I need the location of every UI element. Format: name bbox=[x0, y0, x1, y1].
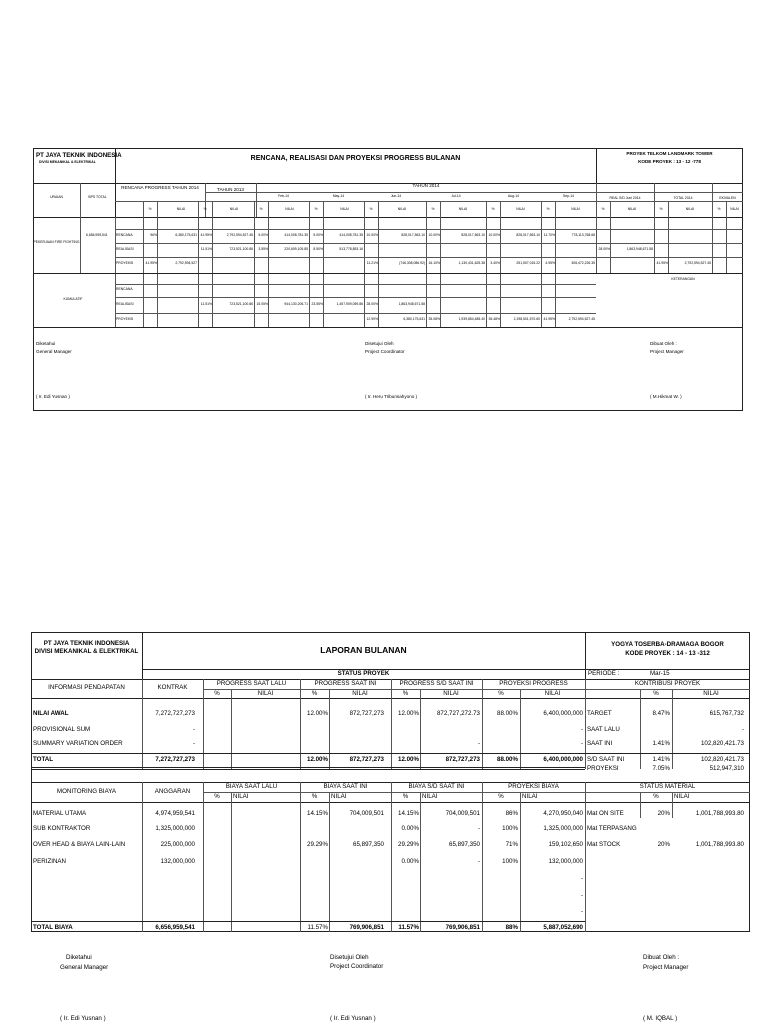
cell: 828,017,563.10 bbox=[516, 233, 540, 237]
disetujui-label: Disetujui Oleh bbox=[330, 954, 369, 961]
signature-pc: ( Ir. Heru Tribunsahyono ) bbox=[365, 394, 418, 399]
cell: 615,767,732 bbox=[709, 710, 744, 717]
project-coordinator-label: Project Coordinator bbox=[330, 963, 384, 970]
cell: 5.00% bbox=[313, 233, 323, 237]
cell: 100% bbox=[502, 825, 518, 832]
cell: 1,863,948,671.58 bbox=[626, 247, 653, 251]
cell: 65,897,350 bbox=[449, 841, 480, 848]
periode-label: PERIODE : bbox=[588, 670, 620, 677]
cell: 12.00% bbox=[307, 756, 328, 763]
material-label: Mat STOCK bbox=[587, 841, 621, 848]
kontribusi-label: PROYEKSI bbox=[587, 765, 619, 772]
project-name: PROYEK TELKOM LANDMARK TOWER bbox=[626, 151, 713, 156]
informasi-pendapatan-header: INFORMASI PENDAPATAN bbox=[48, 684, 125, 691]
cell: 10.00% bbox=[366, 233, 378, 237]
cell: 10.00% bbox=[428, 233, 440, 237]
nilai-header: NILAI bbox=[229, 207, 239, 211]
biaya-sd-header: BIAYA S/D SAAT INI bbox=[408, 783, 465, 790]
cell: 20% bbox=[657, 810, 670, 817]
pct-header: % bbox=[214, 793, 220, 800]
col-bps-total: BPS TOTAL bbox=[88, 195, 107, 199]
cell: 1,001,788,993.80 bbox=[695, 841, 744, 848]
cell: 6,400,000,000 bbox=[543, 710, 583, 717]
pct-header: % bbox=[659, 207, 663, 211]
cell: 16.10% bbox=[428, 261, 440, 265]
cell: 4.95% bbox=[545, 261, 555, 265]
cell: 5.00% bbox=[258, 233, 268, 237]
biaya-saat-ini-header: BIAYA SAAT INI bbox=[323, 783, 368, 790]
item-name: PEKERJAAN FIRE FIGHTING bbox=[33, 240, 80, 244]
cell: (746,308,086.92) bbox=[399, 261, 425, 265]
cell: 11.70% bbox=[543, 233, 555, 237]
progress-saat-ini-header: PROGRESS SAAT INI bbox=[314, 680, 377, 687]
progress-saat-lalu-header: PROGRESS SAAT LALU bbox=[216, 680, 287, 687]
pct-header: % bbox=[717, 207, 721, 211]
cell: - bbox=[580, 726, 583, 733]
col-uraian: URAIAN bbox=[50, 195, 63, 199]
diketahui-label: Diketahui bbox=[36, 341, 56, 346]
proyeksi-progress-header: PROYEKSI PROGRESS bbox=[499, 680, 568, 687]
pct-header: % bbox=[653, 690, 659, 697]
month-5: Aug-14 bbox=[508, 194, 519, 198]
cell: 414,008,781.35 bbox=[339, 233, 363, 237]
cell: 6,380,175,631 bbox=[175, 233, 197, 237]
cell: 512,947,310 bbox=[709, 765, 744, 772]
kontribusi-label: SAAT LALU bbox=[587, 726, 620, 733]
cell: 2,792,594,527.45 bbox=[684, 261, 711, 265]
cell: 102,820,421.73 bbox=[700, 756, 744, 763]
cell: - bbox=[192, 726, 195, 733]
income-row-label: PROVISIONAL SUM bbox=[33, 726, 91, 733]
material-label: Mat TERPASANG bbox=[587, 825, 637, 832]
dibuat-label: Dibuat Oleh : bbox=[650, 341, 677, 346]
nilai-header: NILAI bbox=[340, 207, 349, 211]
nilai-header: NILAI bbox=[516, 207, 525, 211]
col-tahun-2014: TAHUN 2014 bbox=[412, 183, 440, 188]
cell: 1.41% bbox=[652, 756, 670, 763]
cell: 12.00% bbox=[398, 756, 419, 763]
cell: 828,017,563.10 bbox=[461, 233, 485, 237]
cell: 11.21% bbox=[366, 261, 378, 265]
cell: 10.00% bbox=[488, 233, 500, 237]
cost-row-label: OVER HEAD & BIAYA LAIN-LAIN bbox=[33, 841, 126, 848]
item-total: 6,656,959,541 bbox=[86, 233, 108, 237]
cell: 100% bbox=[502, 858, 518, 865]
cell: 132,000,000 bbox=[548, 858, 583, 865]
cell: 29.29% bbox=[307, 841, 328, 848]
signature-pm: ( M.Hikmat W. ) bbox=[650, 394, 682, 399]
pct-header: % bbox=[311, 793, 318, 800]
nilai-header: NILAI bbox=[397, 207, 407, 211]
cell: 7.05% bbox=[652, 765, 670, 772]
cell: 872,727,272.73 bbox=[436, 710, 480, 717]
cell: 14.15% bbox=[307, 810, 328, 817]
cost-row-label: PERIZINAN bbox=[33, 858, 67, 865]
keterangan-label: KETERANGAN bbox=[671, 277, 695, 281]
cell: 2,198,501,570.60 bbox=[513, 317, 540, 321]
cell: 769,906,851 bbox=[349, 924, 384, 931]
income-row-label: NILAI AWAL bbox=[33, 710, 69, 717]
anggaran-header: ANGGARAN bbox=[154, 788, 191, 795]
cell: 159,102,650 bbox=[548, 841, 583, 848]
cell: 35.48% bbox=[488, 317, 500, 321]
cell: 20% bbox=[657, 841, 670, 848]
signature-pc: ( Ir. Edi Yusnan ) bbox=[330, 1015, 376, 1022]
cell: 704,009,501 bbox=[349, 810, 384, 817]
kontribusi-label: TARGET bbox=[587, 710, 612, 717]
cell: 0.00% bbox=[401, 858, 419, 865]
kontribusi-label: SAAT INI bbox=[587, 740, 613, 747]
pct-header: % bbox=[431, 207, 435, 211]
pct-header: % bbox=[148, 207, 152, 211]
cell: 1,001,788,993.80 bbox=[695, 810, 744, 817]
general-manager-label: General Manager bbox=[60, 964, 109, 971]
pct-header: % bbox=[498, 690, 504, 697]
cell: 35.08% bbox=[428, 317, 440, 321]
income-row-label: TOTAL bbox=[33, 756, 54, 763]
cell: 1,939,854,485.40 bbox=[458, 317, 485, 321]
cell: 7,272,727,273 bbox=[155, 710, 195, 717]
month-6: Sep-14 bbox=[563, 194, 574, 198]
col-total-2014: TOTAL 2014 bbox=[673, 196, 693, 200]
cell: 8.50% bbox=[313, 247, 323, 251]
cell: 6,380,175,631 bbox=[403, 317, 425, 321]
cell: 1,325,000,000 bbox=[543, 825, 583, 832]
row-label-proyeksi: PROYEKSI bbox=[116, 317, 134, 321]
pct-header: % bbox=[402, 690, 409, 697]
kontrak-header: KONTRAK bbox=[157, 684, 188, 691]
company-name: PT JAYA TEKNIK INDONESIA bbox=[36, 152, 122, 159]
cell: 41.95% bbox=[200, 233, 212, 237]
report-title: RENCANA, REALISASI DAN PROYEKSI PROGRESS BULANAN bbox=[250, 155, 461, 162]
company-name: PT JAYA TEKNIK INDONESIA DIVISI MEKANIKAL & ELEKTRIKAL bbox=[34, 640, 139, 656]
project-code: KODE PROYEK : 14 - 13 -312 bbox=[625, 650, 710, 657]
cell: 14.15% bbox=[398, 810, 419, 817]
signature-gm: ( Ir. Edi Yusnan ) bbox=[36, 394, 70, 399]
project-manager-label: Project Manager bbox=[650, 349, 684, 354]
kontribusi-label: S/D SAAT INI bbox=[587, 756, 625, 763]
cell: 11.51% bbox=[200, 302, 212, 306]
cell: 41.95% bbox=[145, 261, 157, 265]
cell: - bbox=[192, 740, 195, 747]
status-material-header: STATUS MATERIAL bbox=[639, 783, 696, 790]
cell: 1,325,000,000 bbox=[155, 825, 195, 832]
nilai-header: NILAI bbox=[627, 207, 637, 211]
cell: 0.00% bbox=[401, 825, 419, 832]
pct-header: % bbox=[314, 207, 318, 211]
cell: 220,609,105.85 bbox=[284, 247, 308, 251]
cell: 414,008,781.35 bbox=[284, 233, 308, 237]
nilai-header: NILAI bbox=[352, 690, 368, 697]
cell: 1,130,431,625.38 bbox=[458, 261, 485, 265]
nilai-header: NILAI bbox=[458, 207, 468, 211]
cell: 23.55% bbox=[311, 302, 323, 306]
cell: 15.05% bbox=[256, 302, 268, 306]
nilai-header: NILAI bbox=[422, 793, 438, 800]
cell: 8.47% bbox=[652, 710, 670, 717]
cell: - bbox=[580, 908, 583, 915]
pct-header: % bbox=[653, 793, 659, 800]
cost-row-label: SUB KONTRAKTOR bbox=[33, 825, 91, 832]
cell: 41.95% bbox=[656, 261, 668, 265]
cell: 28.00% bbox=[366, 302, 378, 306]
cell: 88.00% bbox=[497, 756, 518, 763]
cell: 11.57% bbox=[307, 924, 328, 931]
cell: 1.41% bbox=[652, 740, 670, 747]
cell: 6,400,000,000 bbox=[543, 756, 583, 763]
cell: - bbox=[477, 858, 480, 865]
cell: 944,130,206.71 bbox=[284, 302, 308, 306]
col-rencana-2014: RENCANA PROGRESS TAHUN 2014 bbox=[121, 185, 199, 190]
cell: 28.00% bbox=[598, 247, 610, 251]
cell: 872,727,273 bbox=[349, 756, 384, 763]
biaya-saat-lalu-header: BIAYA SAAT LALU bbox=[225, 783, 278, 790]
row-label-realisasi: REALISASI bbox=[116, 247, 134, 251]
month-2: May-14 bbox=[332, 194, 345, 198]
cell: - bbox=[580, 875, 583, 882]
kontribusi-proyek-header: KONTRIBUSI PROYEK bbox=[634, 680, 701, 687]
nilai-header: NILAI bbox=[544, 690, 561, 697]
cell: 86% bbox=[505, 810, 518, 817]
cell: 132,000,000 bbox=[160, 858, 195, 865]
row-label-rencana: RENCANA bbox=[116, 233, 133, 237]
cell: 5,887,052,690 bbox=[543, 924, 583, 931]
cell: 704,009,501 bbox=[445, 810, 480, 817]
cell: - bbox=[741, 726, 744, 733]
cell: 769,906,851 bbox=[445, 924, 480, 931]
cell: 29.29% bbox=[398, 841, 419, 848]
status-proyek-label: STATUS PROYEK bbox=[337, 670, 390, 677]
cell: 41.95% bbox=[543, 317, 555, 321]
nilai-header: NILAI bbox=[730, 207, 739, 211]
month-1: Feb-14 bbox=[278, 194, 289, 198]
cell: 4,974,959,541 bbox=[155, 810, 195, 817]
cell: 3.55% bbox=[258, 247, 268, 251]
proyeksi-biaya-header: PROYEKSI BIAYA bbox=[508, 783, 559, 790]
cell: 12.90% bbox=[366, 317, 378, 321]
cell: 828,017,563.10 bbox=[401, 233, 425, 237]
pct-header: % bbox=[402, 793, 409, 800]
nilai-header: NILAI bbox=[176, 207, 186, 211]
project-manager-label: Project Manager bbox=[643, 964, 689, 971]
cell: 2,792,594,527.45 bbox=[568, 317, 595, 321]
cell: - bbox=[477, 825, 480, 832]
project-name: YOGYA TOSERBA-DRAMAGA BOGOR bbox=[611, 641, 724, 648]
disetujui-label: Disetujui Oleh bbox=[365, 341, 394, 346]
nilai-header: NILAI bbox=[257, 690, 274, 697]
nilai-header: NILAI bbox=[685, 207, 695, 211]
report-title: LAPORAN BULANAN bbox=[320, 645, 407, 655]
cell: 6,656,959,541 bbox=[155, 924, 195, 931]
cell: 71% bbox=[505, 841, 518, 848]
pct-header: % bbox=[311, 690, 318, 697]
cell: 225,000,000 bbox=[160, 841, 195, 848]
cell: 102,820,421.73 bbox=[700, 740, 744, 747]
pct-header: % bbox=[491, 207, 495, 211]
project-code: KODE PROYEK : 13 - 12 -778 bbox=[638, 159, 701, 164]
cell: 778,113,768.68 bbox=[571, 233, 595, 237]
pct-header: % bbox=[546, 207, 550, 211]
nilai-header: NILAI bbox=[443, 690, 459, 697]
dibuat-label: Dibuat Oleh : bbox=[643, 954, 680, 961]
cell: 12.00% bbox=[307, 710, 328, 717]
cell: 11.51% bbox=[200, 247, 212, 251]
cost-row-label: MATERIAL UTAMA bbox=[33, 810, 87, 817]
cell: 251,507,015.22 bbox=[516, 261, 540, 265]
cell: 1,863,948,671.58 bbox=[398, 302, 425, 306]
cell: - bbox=[580, 740, 583, 747]
cell: 513,778,853.16 bbox=[339, 247, 363, 251]
cell: 11.57% bbox=[398, 924, 419, 931]
month-4: Jul-14 bbox=[451, 194, 461, 198]
pct-header: % bbox=[498, 793, 504, 800]
cell: 1,457,909,059.86 bbox=[336, 302, 363, 306]
general-manager-label: General Manager bbox=[36, 349, 72, 354]
cell: - bbox=[580, 892, 583, 899]
cell: 65,897,350 bbox=[353, 841, 384, 848]
diketahui-label: Diketahui bbox=[66, 954, 92, 961]
col-tahun-2013: TAHUN 2013 bbox=[217, 187, 244, 192]
cell: 12.00% bbox=[398, 710, 419, 717]
pct-header: % bbox=[369, 207, 373, 211]
nilai-header: NILAI bbox=[331, 793, 347, 800]
month-3: Jun-14 bbox=[390, 194, 402, 198]
cell: 4,270,950,040 bbox=[543, 810, 583, 817]
material-label: Mat ON SITE bbox=[587, 810, 624, 817]
cell: 96% bbox=[150, 233, 157, 237]
nilai-header: NILAI bbox=[703, 690, 719, 697]
cell: 872,727,273 bbox=[445, 756, 480, 763]
cell: 88.00% bbox=[497, 710, 518, 717]
cell: 872,727,273 bbox=[349, 710, 384, 717]
cell: 306,472,226.35 bbox=[571, 261, 595, 265]
row-label-rencana: RENCANA bbox=[116, 287, 133, 291]
cell: 2,792,594,527.45 bbox=[226, 233, 253, 237]
cell: 723,521,100.86 bbox=[229, 247, 253, 251]
monitoring-biaya-header: MONITORING BIAYA bbox=[56, 788, 117, 795]
nilai-header: NILAI bbox=[285, 207, 294, 211]
nilai-header: NILAI bbox=[522, 793, 538, 800]
signature-gm: ( Ir. Edi Yusnan ) bbox=[60, 1015, 106, 1022]
periode-value: Mar-15 bbox=[650, 670, 670, 677]
cell: 2,792,594,527 bbox=[175, 261, 197, 265]
col-ekivalen: EKIVALEN bbox=[719, 196, 736, 200]
project-coordinator-label: Project Coordinator bbox=[365, 349, 405, 354]
signature-pm: ( M. IQBAL ) bbox=[643, 1015, 678, 1022]
cell: 723,521,100.86 bbox=[229, 302, 253, 306]
pct-header: % bbox=[601, 207, 605, 211]
cell: 88% bbox=[505, 924, 518, 931]
income-row-label: SUMMARY VARIATION ORDER bbox=[33, 740, 123, 747]
pct-header: % bbox=[214, 690, 220, 697]
total-biaya-label: TOTAL BIAYA bbox=[33, 924, 73, 931]
nilai-header: NILAI bbox=[674, 793, 690, 800]
nilai-header: NILAI bbox=[571, 207, 580, 211]
pct-header: % bbox=[203, 207, 207, 211]
row-label-proyeksi: PROYEKSI bbox=[116, 261, 134, 265]
cell: - bbox=[477, 740, 480, 747]
nilai-header: NILAI bbox=[233, 793, 249, 800]
col-real-sd: REAL S/D Juni 2014 bbox=[609, 196, 641, 200]
pct-header: % bbox=[259, 207, 263, 211]
cell: 3.40% bbox=[490, 261, 500, 265]
row-label-realisasi: REALISASI bbox=[116, 302, 134, 306]
progress-sd-header: PROGRESS S/D SAAT INI bbox=[399, 680, 474, 687]
kumulatif-label: KUMULATIF bbox=[63, 297, 83, 301]
division-name: DIVISI MEKANIKAL & ELEKTRIKAL bbox=[39, 160, 96, 164]
cell: 7,272,727,273 bbox=[155, 756, 195, 763]
